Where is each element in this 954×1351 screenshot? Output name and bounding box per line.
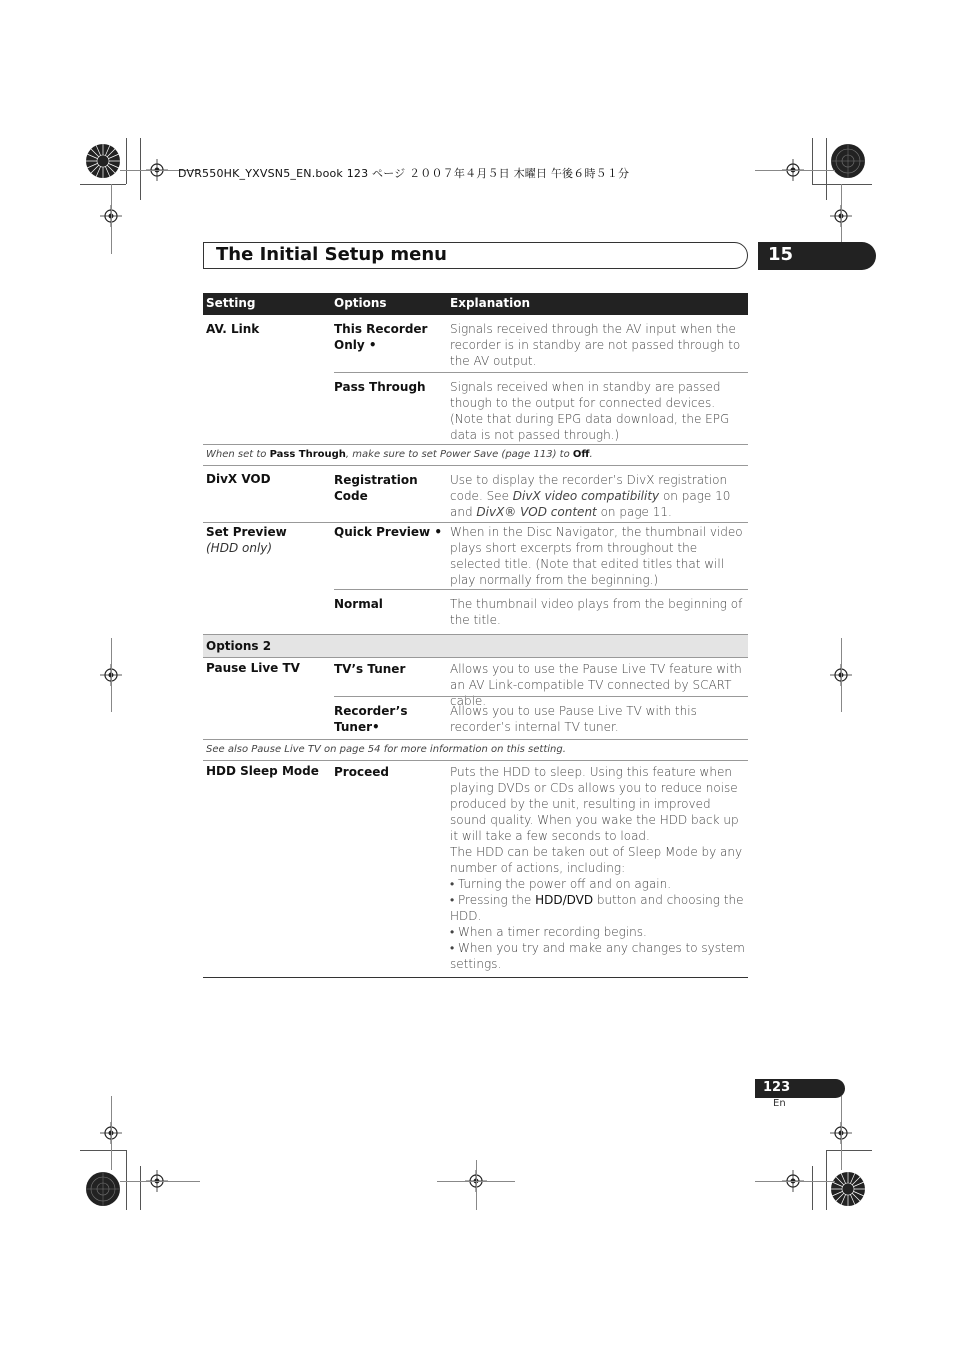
page-number: 123	[763, 1080, 791, 1095]
setting-sublabel: (HDD only)	[206, 541, 273, 555]
crop-mark	[812, 184, 872, 185]
crop-mark	[126, 1150, 127, 1210]
chapter-title-box	[203, 242, 748, 269]
chapter-tab	[758, 242, 876, 270]
crop-mark	[126, 138, 127, 184]
crop-mark	[111, 1096, 112, 1170]
header-explanation: Explanation	[450, 296, 531, 310]
option-explanation: Allows you to use the Pause Live TV feature with an AV Link-compatible TV connected by SCART cable.	[450, 662, 742, 708]
option-explanation: Puts the HDD to sleep. Using this feature when playing DVDs or CDs allows you to reduce noise produced by the unit, resulting in improved sound quality. When you wake the HDD back up it will take a few seconds to load. The HDD can be taken out of Sleep Mode by any number of actions, including: • Turning the power off and on again. • Pressing the HDD/DVD button and choosing the HDD. • When a timer recording begins. • When you try and make any changes to system settings.	[450, 765, 745, 971]
table-row-pause-live-tv	[203, 658, 748, 739]
option-row	[334, 315, 748, 371]
option-explanation: When in the Disc Navigator, the thumbnail video plays short excerpts from throughout the selected title. (Note that edited titles that will play normally from the beginning.)	[450, 525, 743, 587]
setting-label: DivX VOD	[206, 472, 271, 486]
crop-mark	[111, 638, 112, 712]
option-label: Quick Preview •	[334, 525, 442, 539]
crop-mark	[80, 1150, 126, 1151]
setting-label: Set Preview	[206, 525, 287, 539]
crop-mark	[812, 1166, 813, 1210]
option-row	[334, 589, 748, 633]
setting-label: HDD Sleep Mode	[206, 764, 319, 778]
header-setting: Setting	[206, 296, 256, 310]
option-explanation: Signals received when in standby are passed though to the output for connected devices. (Note that during EPG data download, the EPG data is not passed through.)	[450, 380, 730, 442]
option-label: Pass Through	[334, 380, 426, 394]
option-row	[334, 655, 748, 708]
page-title: The Initial Setup menu	[216, 244, 447, 265]
page-number-tab	[755, 1079, 845, 1098]
option-label: Recorder’s Tuner•	[334, 704, 408, 734]
registration-starburst-icon	[830, 1171, 866, 1207]
page-language: En	[773, 1098, 786, 1109]
table-note: When set to Pass Through, make sure to set Power Save (page 113) to Off.	[203, 444, 748, 466]
option-row	[334, 518, 748, 589]
option-explanation: Allows you to use Pause Live TV with this recorder’s internal TV tuner.	[450, 704, 697, 734]
crop-mark	[140, 1166, 141, 1210]
table-header	[203, 293, 748, 315]
crop-mark	[476, 1160, 477, 1210]
section-header-options-2: Options 2	[203, 634, 748, 658]
crop-mark	[120, 1181, 200, 1182]
option-row	[334, 466, 748, 522]
option-explanation: Signals received through the AV input when the recorder is in standby are not passed through to the AV output.	[450, 322, 741, 368]
table-row-set-preview	[203, 522, 748, 634]
crop-mark	[812, 138, 813, 184]
registration-starburst-icon	[85, 1171, 121, 1207]
option-explanation: Use to display the recorder’s DivX registration code. See DivX video compatibility on page 10 and DivX® VOD content on page 11.	[450, 473, 731, 519]
option-label: Normal	[334, 597, 383, 611]
option-label: Proceed	[334, 765, 389, 779]
setting-label: Pause Live TV	[206, 661, 300, 675]
registration-starburst-icon	[85, 143, 121, 179]
option-label: TV’s Tuner	[334, 662, 406, 676]
crop-mark	[841, 1096, 842, 1170]
header-options: Options	[334, 296, 387, 310]
option-row	[334, 696, 748, 739]
option-explanation: The thumbnail video plays from the beginning of the title.	[450, 597, 743, 627]
crop-mark	[826, 138, 827, 200]
crop-mark	[755, 170, 835, 171]
crop-mark	[80, 184, 126, 185]
chapter-number: 15	[768, 244, 794, 265]
crop-mark	[140, 138, 141, 200]
option-label: Registration Code	[334, 473, 418, 503]
settings-table	[203, 293, 748, 971]
crop-mark	[111, 184, 112, 254]
option-row	[334, 758, 748, 974]
crop-mark	[826, 1150, 872, 1151]
print-header: DVR550HK_YXVSN5_EN.book 123 ページ ２００７年４月５日 木曜日 午後６時５１分	[178, 167, 630, 180]
registration-starburst-icon	[830, 143, 866, 179]
crop-mark	[841, 638, 842, 712]
table-row-hdd-sleep-mode	[203, 761, 748, 977]
table-note: See also Pause Live TV on page 54 for more information on this setting.	[203, 739, 748, 761]
option-label: This Recorder Only •	[334, 322, 428, 352]
table-bottom-rule	[203, 977, 748, 978]
crop-mark	[826, 1150, 827, 1210]
table-row-divx-vod	[203, 466, 748, 522]
setting-label: AV. Link	[206, 322, 260, 336]
crop-mark	[755, 1181, 835, 1182]
